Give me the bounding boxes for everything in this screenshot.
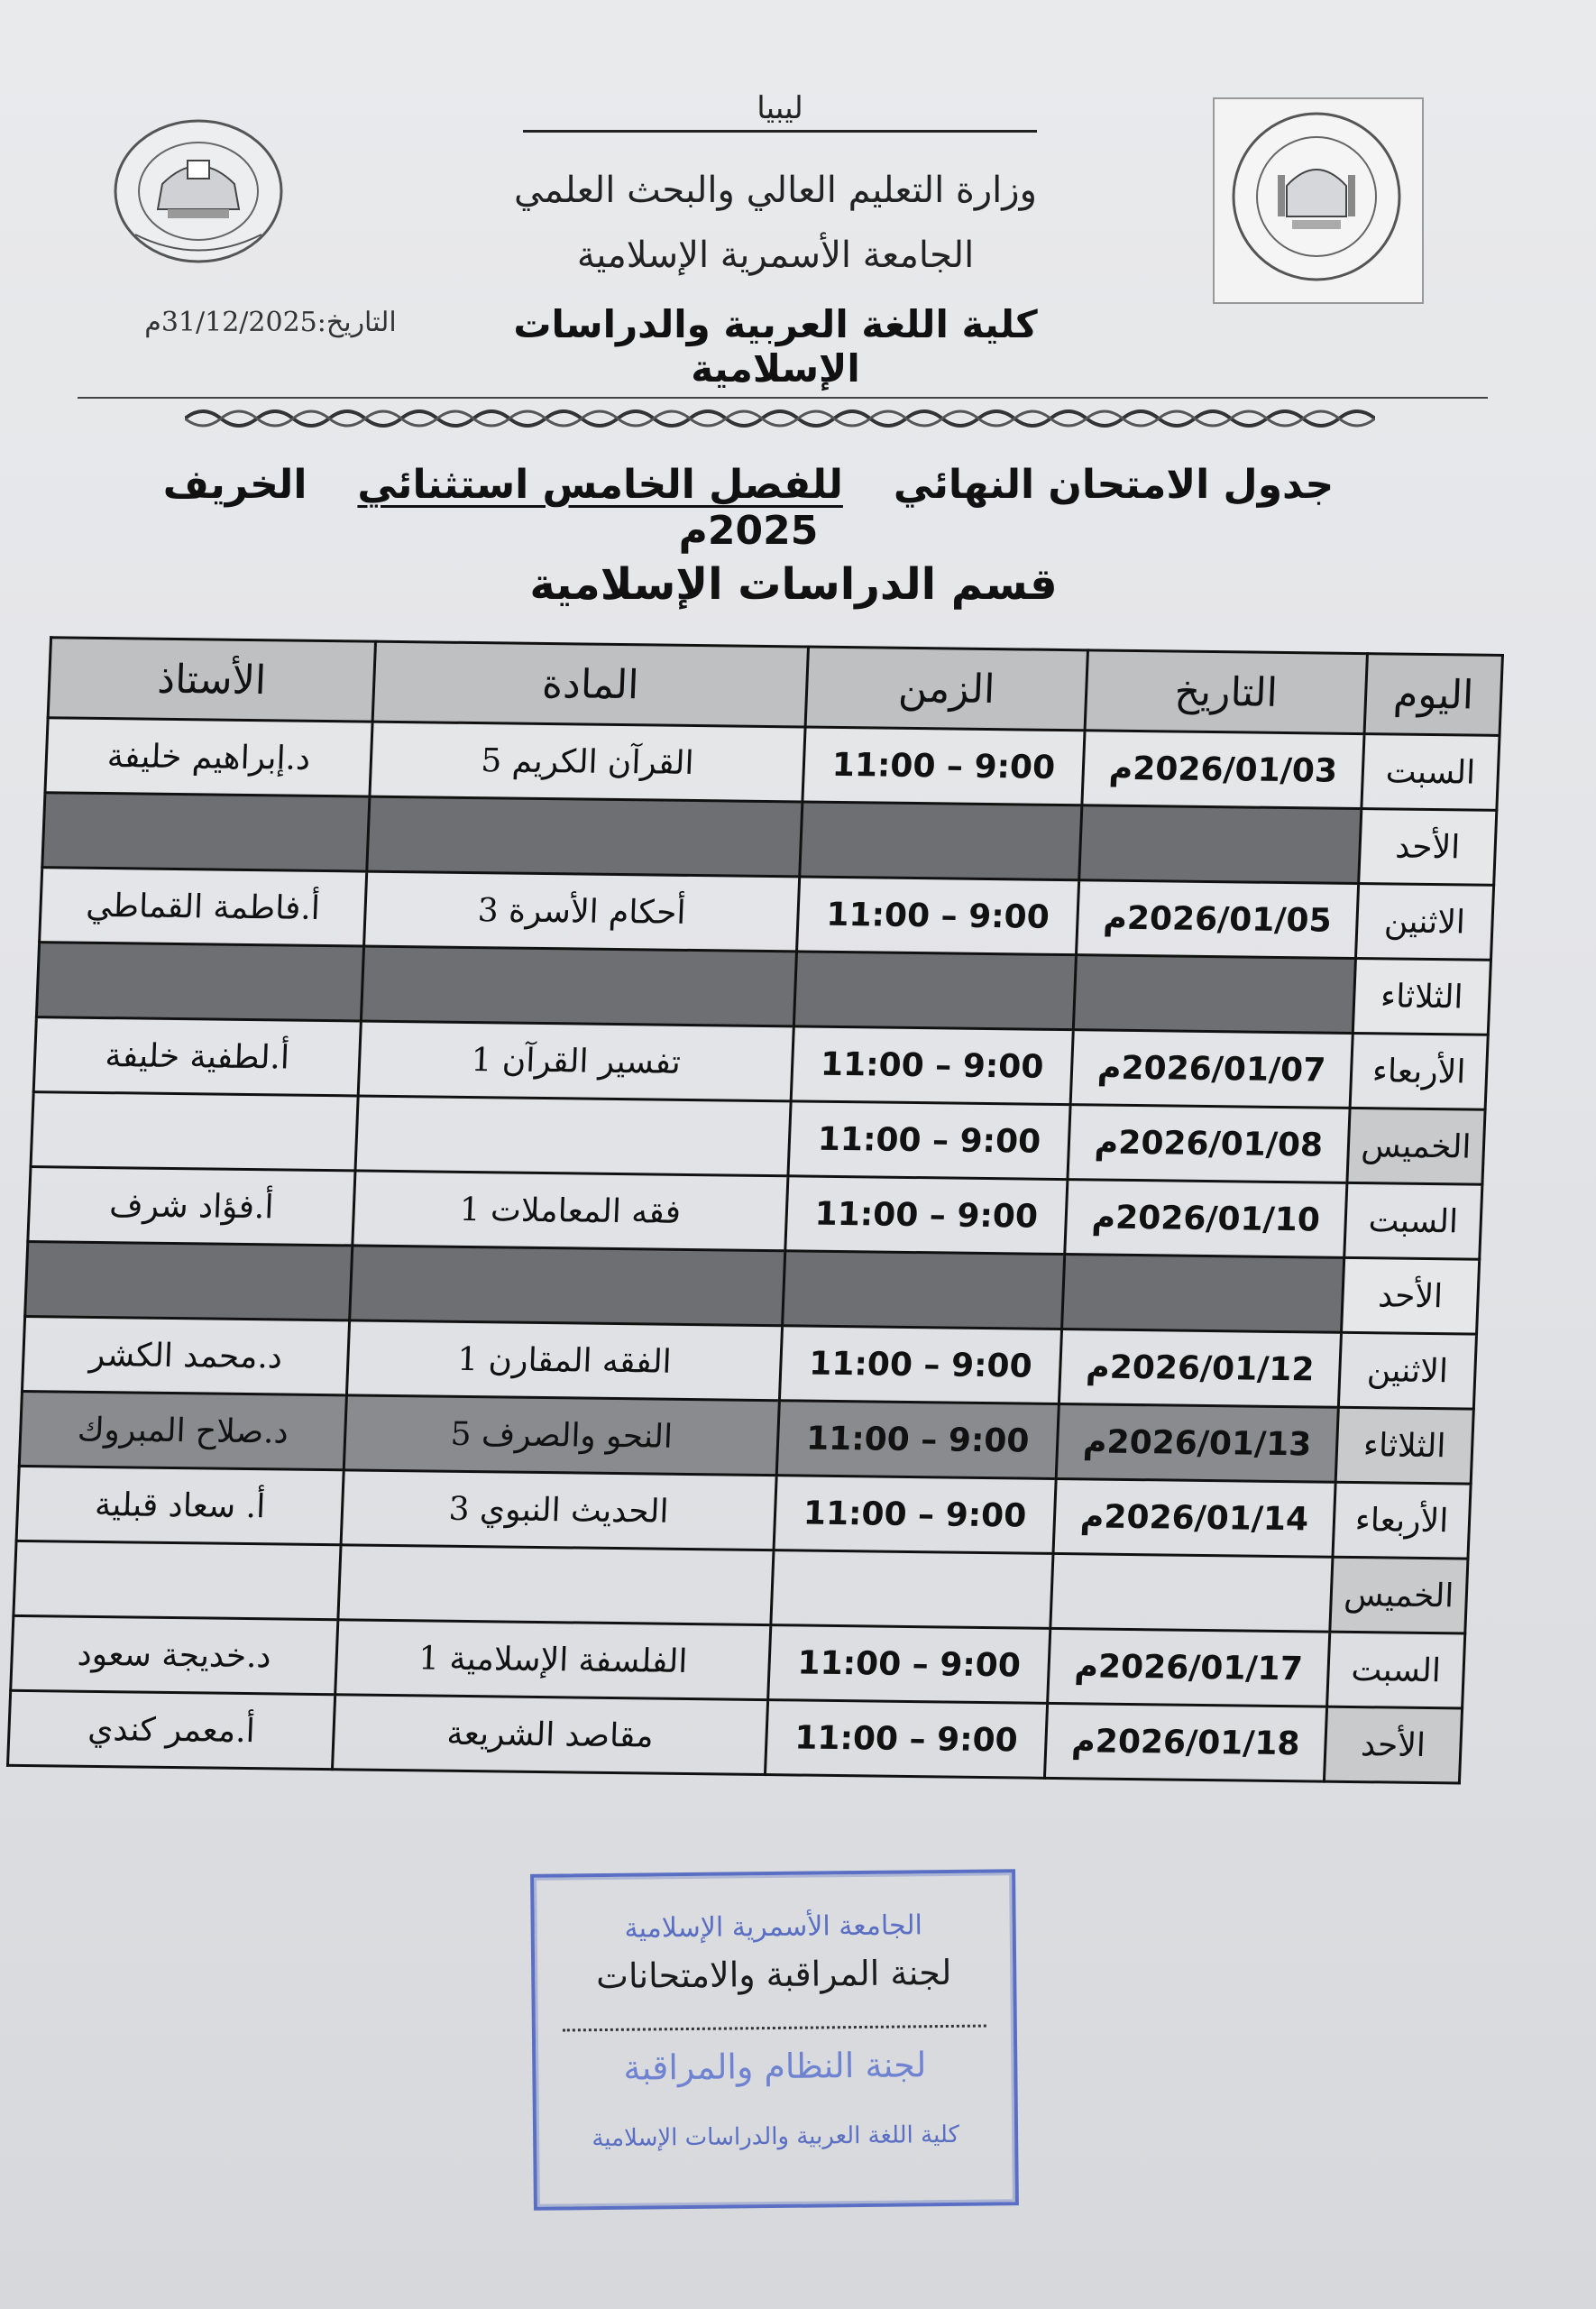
university-seal-logo [108, 108, 289, 280]
stamp-committee-seal: لجنة النظام والمراقبة [623, 2045, 927, 2088]
cell-professor [31, 1092, 358, 1171]
college-name: كلية اللغة العربية والدراسات الإسلامية [513, 302, 1038, 391]
header-time: الزمن [805, 647, 1087, 731]
stamp-university: الجامعة الأسمرية الإسلامية [624, 1909, 923, 1945]
cell-time: 9:00 – 11:00 [788, 1101, 1070, 1180]
stamp-college: كلية اللغة العربية والدراسات الإسلامية [592, 2120, 960, 2153]
cell-day: الاثنين [1338, 1332, 1476, 1409]
cell-professor [25, 1242, 353, 1320]
cell-date: 2026/01/05م [1076, 880, 1358, 959]
document-date: التاريخ:31/12/2025م [144, 307, 397, 338]
schedule-table-wrapper [0, 636, 1506, 1835]
cell-subject [350, 1246, 785, 1326]
cell-subject [355, 1096, 791, 1176]
cell-subject: أحكام الأسرة 3 [364, 871, 800, 952]
cell-professor: د.محمد الكشر [22, 1316, 349, 1394]
cell-professor [14, 1541, 341, 1619]
cell-professor: أ. سعاد قبلية [16, 1466, 344, 1544]
cell-date: 2026/01/13م [1056, 1404, 1338, 1483]
cell-professor: د.إبراهيم خليفة [45, 718, 372, 796]
exam-schedule-table [6, 636, 1504, 1784]
cell-date: 2026/01/18م [1044, 1703, 1326, 1781]
cell-date: 2026/01/17م [1048, 1628, 1330, 1706]
cell-day: الأربعاء [1333, 1482, 1471, 1559]
cell-date: 2026/01/08م [1068, 1105, 1350, 1183]
college-seal-logo [1213, 97, 1424, 304]
cell-professor: أ.لطفية خليفة [33, 1017, 361, 1096]
title-part-schedule: جدول الامتحان النهائي [893, 462, 1335, 508]
cell-subject: تفسير القرآن 1 [358, 1021, 793, 1101]
header-day: اليوم [1364, 654, 1502, 736]
cell-day: الثلاثاء [1335, 1407, 1473, 1484]
department-title: قسم الدراسات الإسلامية [529, 559, 1058, 610]
ministry-name: وزارة التعليم العالي والبحث العلمي [514, 170, 1037, 211]
cell-time [800, 802, 1082, 880]
header-date: التاريخ [1085, 650, 1367, 734]
cell-subject: الفقه المقارن 1 [346, 1320, 782, 1401]
cell-day: الأحد [1324, 1706, 1462, 1783]
cell-date [1050, 1553, 1333, 1632]
cell-subject: الفلسفة الإسلامية 1 [335, 1620, 771, 1700]
cell-time: 9:00 – 11:00 [768, 1625, 1050, 1704]
cell-time [771, 1550, 1053, 1629]
cell-subject [361, 946, 796, 1026]
cell-time: 9:00 – 11:00 [803, 727, 1085, 805]
cell-date [1062, 1255, 1344, 1333]
cell-time: 9:00 – 11:00 [765, 1700, 1047, 1779]
header-subject: المادة [372, 641, 808, 727]
title-part-term: الخريف 2025م [162, 462, 819, 554]
cell-date: 2026/01/07م [1070, 1030, 1353, 1109]
cell-day: السبت [1327, 1632, 1465, 1708]
cell-time [793, 952, 1076, 1030]
cell-date: 2026/01/14م [1053, 1478, 1335, 1557]
cell-subject: فقه المعاملات 1 [353, 1171, 788, 1251]
cell-professor [42, 793, 370, 871]
cell-professor: أ.فاطمة القماطي [40, 868, 367, 946]
cell-day: السبت [1362, 734, 1500, 811]
cell-date: 2026/01/10م [1065, 1180, 1347, 1258]
cell-day: الخميس [1347, 1108, 1485, 1184]
official-stamp [530, 1869, 1019, 2211]
cell-professor: أ.فؤاد شرف [28, 1167, 355, 1246]
cell-day: السبت [1344, 1182, 1482, 1259]
cell-time: 9:00 – 11:00 [785, 1176, 1068, 1255]
header-divider [78, 397, 1488, 399]
title-part-semester: للفصل الخامس استثنائي [357, 462, 843, 508]
stamp-signature-line [563, 2025, 986, 2032]
cell-professor: د.صلاح المبروك [19, 1391, 346, 1469]
cell-subject: مقاصد الشريعة [332, 1695, 767, 1775]
cell-day: الأحد [1342, 1257, 1480, 1334]
stamp-committee: لجنة المراقبة والامتحانات [595, 1952, 952, 1997]
country-name: ليبيا [523, 90, 1037, 133]
cell-time: 9:00 – 11:00 [779, 1326, 1061, 1404]
cell-subject [338, 1545, 774, 1625]
cell-time: 9:00 – 11:00 [797, 877, 1079, 955]
cell-time: 9:00 – 11:00 [774, 1476, 1056, 1554]
cell-subject: النحو والصرف 5 [344, 1395, 779, 1476]
ornamental-border [185, 402, 1375, 435]
cell-day: الثلاثاء [1353, 958, 1491, 1035]
cell-subject: الحديث النبوي 3 [341, 1470, 776, 1550]
cell-professor [36, 943, 363, 1021]
cell-date: 2026/01/12م [1059, 1329, 1341, 1408]
cell-date [1079, 805, 1362, 884]
cell-time [783, 1251, 1065, 1329]
exam-schedule-title [135, 462, 1362, 554]
cell-day: الأربعاء [1350, 1033, 1488, 1109]
cell-subject: القرآن الكريم 5 [370, 722, 805, 802]
cell-time: 9:00 – 11:00 [776, 1401, 1059, 1479]
cell-day: الخميس [1330, 1557, 1468, 1633]
cell-time: 9:00 – 11:00 [791, 1026, 1073, 1105]
header-professor: الأستاذ [48, 638, 375, 722]
cell-professor: د.خديجة سعود [11, 1615, 338, 1694]
cell-professor: أ.معمر كندي [8, 1690, 335, 1769]
cell-day: الأحد [1359, 809, 1497, 886]
university-name: الجامعة الأسمرية الإسلامية [576, 235, 975, 276]
cell-date: 2026/01/03م [1082, 731, 1364, 809]
cell-date [1073, 955, 1355, 1034]
cell-subject [367, 796, 803, 877]
cell-day: الاثنين [1355, 884, 1493, 961]
